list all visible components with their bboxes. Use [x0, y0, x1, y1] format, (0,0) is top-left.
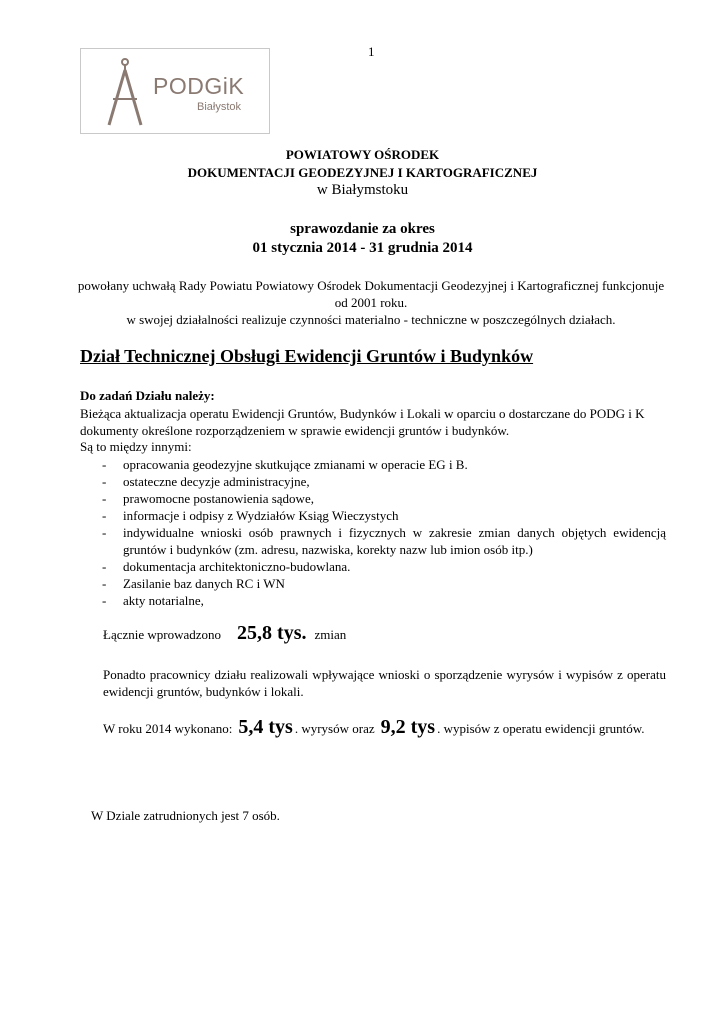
- list-item: - akty notarialne,: [80, 592, 666, 609]
- list-item: - ostateczne decyzje administracyjne,: [80, 473, 666, 490]
- page-number: 1: [368, 44, 375, 59]
- institution-line-2: DOKUMENTACJI GEODEZYJNEJ I KARTOGRAFICZNEJ: [187, 165, 538, 180]
- tasks-intro: Bieżąca aktualizacja operatu Ewidencji Gruntów, Budynków i Lokali w oparciu o dostarczane do PODG i K dokumenty określone rozporządzeniem w sprawie ewidencji gruntów i budynków.: [80, 406, 645, 438]
- tasks-list: [80, 456, 666, 609]
- tasks-heading: Do zadań Działu należy:: [80, 388, 215, 403]
- list-item: - indywidualne wnioski osób prawnych i fizycznych w zakresie zmian danych objętych ewidencją gruntów i budynków (zm. adresu, nazwiska, korekty nazw lub imion osób itp.): [80, 524, 666, 558]
- staff-count: W Dziale zatrudnionych jest 7 osób.: [91, 808, 280, 823]
- list-item: - informacje i odpisy z Wydziałów Ksiąg Wieczystych: [80, 507, 666, 524]
- done-prefix: W roku 2014 wykonano:: [103, 721, 233, 736]
- podgik-logo: [80, 48, 270, 134]
- among-label: Są to między innymi:: [80, 439, 192, 454]
- changes-summary: [103, 622, 346, 645]
- summary-suffix: zmian: [314, 627, 347, 642]
- list-item: - opracowania geodezyjne skutkujące zmianami w operacie EG i B.: [80, 456, 666, 473]
- list-item: - prawomocne postanowienia sądowe,: [80, 490, 666, 507]
- logo-name: PODGiK: [153, 73, 245, 99]
- summary-prefix: Łącznie wprowadzono: [103, 627, 222, 642]
- intro-line-2: w swojej działalności realizuje czynności materialno - techniczne w poszczególnych działach.: [126, 312, 616, 327]
- done-value-extracts: 9,2 tys: [380, 716, 436, 738]
- intro-paragraph: powołany uchwałą Rady Powiatu Powiatowy Ośrodek Dokumentacji Geodezyjnej i Kartograficznej funkcjonuje od 2001 roku.: [77, 278, 665, 310]
- institution-line-3: w Białymstoku: [316, 182, 409, 198]
- done-value-excerpts: 5,4 tys: [238, 716, 293, 738]
- section-title: Dział Technicznej Obsługi Ewidencji Gruntów i Budynków: [80, 346, 534, 366]
- report-period: 01 stycznia 2014 - 31 grudnia 2014: [252, 240, 473, 256]
- institution-line-1: POWIATOWY OŚRODEK: [285, 147, 440, 162]
- logo-city: Białystok: [197, 101, 242, 113]
- done-mid: . wyrysów oraz: [294, 721, 375, 736]
- compass-icon: [101, 55, 153, 131]
- completed-summary: [103, 717, 666, 739]
- extra-paragraph: Ponadto pracownicy działu realizowali wpływające wnioski o sporządzenie wyrysów i wypisów z operatu ewidencji gruntów, budynków i lokali.: [103, 667, 666, 699]
- summary-value: 25,8 tys.: [237, 622, 307, 644]
- list-item: - dokumentacja architektoniczno-budowlana.: [80, 558, 666, 575]
- done-suffix: . wypisów z operatu ewidencji gruntów.: [437, 721, 645, 736]
- list-item: - Zasilanie baz danych RC i WN: [80, 575, 666, 592]
- report-title: sprawozdanie za okres: [290, 221, 435, 237]
